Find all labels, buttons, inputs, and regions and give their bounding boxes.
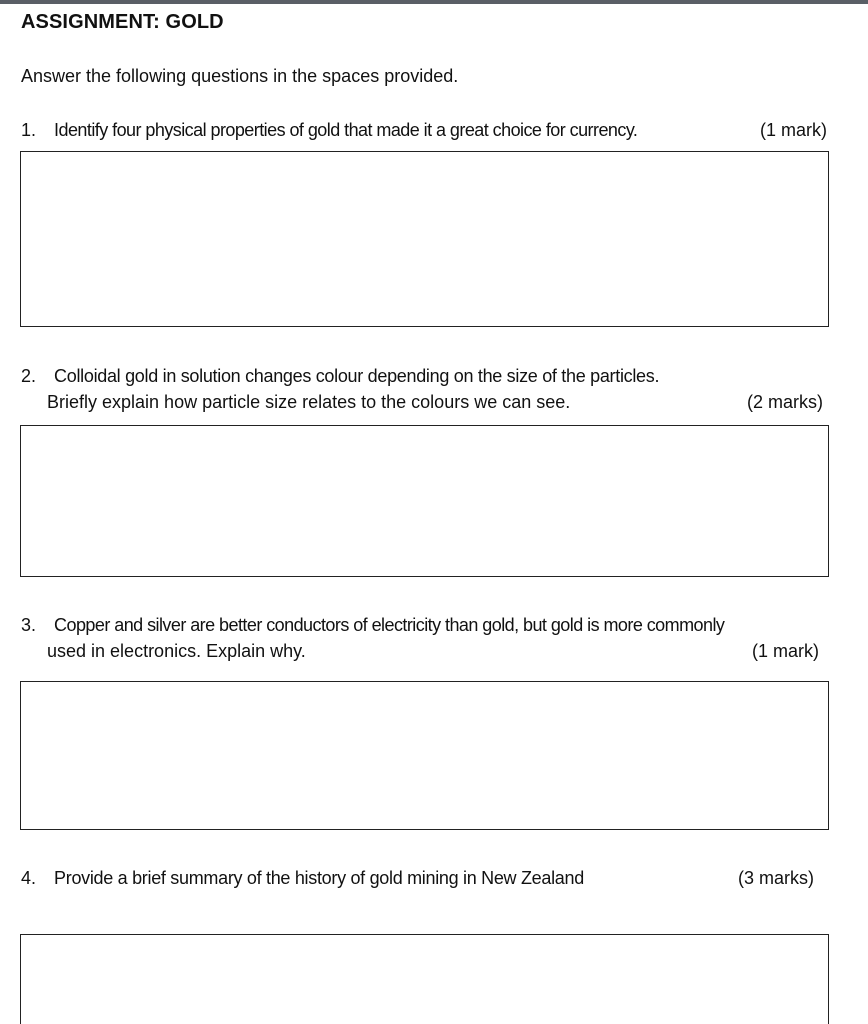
question-3 — [21, 615, 724, 636]
question-number: 4. — [21, 868, 37, 888]
question-2-marks: (2 marks) — [747, 392, 823, 412]
question-4-marks: (3 marks) — [738, 868, 814, 888]
question-text: Identify four physical properties of gold that made it a great choice for currency. — [54, 120, 638, 140]
question-number: 3. — [21, 615, 37, 635]
answer-box-1[interactable] — [20, 151, 829, 327]
question-4 — [21, 868, 584, 889]
question-text: Copper and silver are better conductors of electricity than gold, but gold is more commonly — [54, 615, 725, 635]
answer-box-2[interactable] — [20, 425, 829, 577]
page-title: ASSIGNMENT: GOLD — [21, 11, 224, 33]
question-number: 2. — [21, 366, 37, 386]
question-2-line-2: Briefly explain how particle size relates to the colours we can see. — [47, 392, 571, 412]
answer-box-4[interactable] — [20, 934, 829, 1024]
question-text: Provide a brief summary of the history of gold mining in New Zealand — [54, 868, 584, 888]
question-1-marks: (1 mark) — [760, 120, 827, 140]
question-2 — [21, 366, 659, 387]
answer-box-3[interactable] — [20, 681, 829, 830]
question-text: Colloidal gold in solution changes colour depending on the size of the particles. — [54, 366, 660, 386]
instructions-text: Answer the following questions in the spaces provided. — [21, 66, 459, 86]
question-3-marks: (1 mark) — [752, 641, 819, 661]
question-1 — [21, 120, 637, 141]
question-number: 1. — [21, 120, 37, 140]
top-border — [0, 0, 868, 4]
question-3-line-2: used in electronics. Explain why. — [47, 641, 306, 661]
